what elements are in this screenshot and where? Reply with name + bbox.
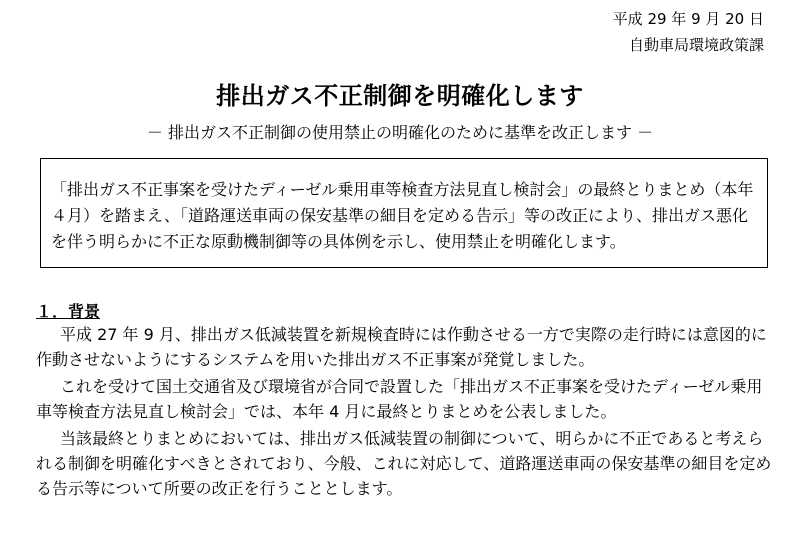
body-paragraph: 当該最終とりまとめにおいては、排出ガス低減装置の制御について、明らかに不正であると考えられる制御を明確化すべきとされており、今般、これに対応して、道路運送車両の保安基準の細目を定める告示等について所要の改正を行うこととします。 (36, 429, 772, 498)
body-paragraph: これを受けて国土交通省及び環境省が合同で設置した「排出ガス不正事案を受けたディーゼル乗用車等検査方法見直し検討会」では、本年 4 月に最終とりまとめを公表しました。 (36, 377, 763, 421)
document-title: 排出ガス不正制御を明確化します (216, 82, 584, 110)
section-body (36, 322, 776, 503)
issue-date: 平成 29 年 9 月 20 日 (612, 10, 764, 28)
section-heading-background: １．背景 (36, 302, 101, 321)
body-paragraph: 平成 27 年 9 月、排出ガス低減装置を新規検査時には作動させる一方で実際の走行時には意図的に作動させないようにするシステムを用いた排出ガス不正事案が発覚しました。 (36, 325, 767, 369)
document-header (613, 6, 764, 58)
summary-box (40, 158, 768, 268)
issuing-department: 自動車局環境政策課 (628, 36, 764, 54)
summary-text: 「排出ガス不正事案を受けたディーゼル乗用車等検査方法見直し検討会」の最終とりまとめ（本年４月）を踏まえ、「道路運送車両の保安基準の細目を定める告示」等の改正により、排出ガス悪化を伴う明らかに不正な原動機制御等の具体例を示し、使用禁止を明確化します。 (51, 180, 754, 251)
document-subtitle: － 排出ガス不正制御の使用禁止の明確化のために基準を改正します － (146, 123, 654, 142)
